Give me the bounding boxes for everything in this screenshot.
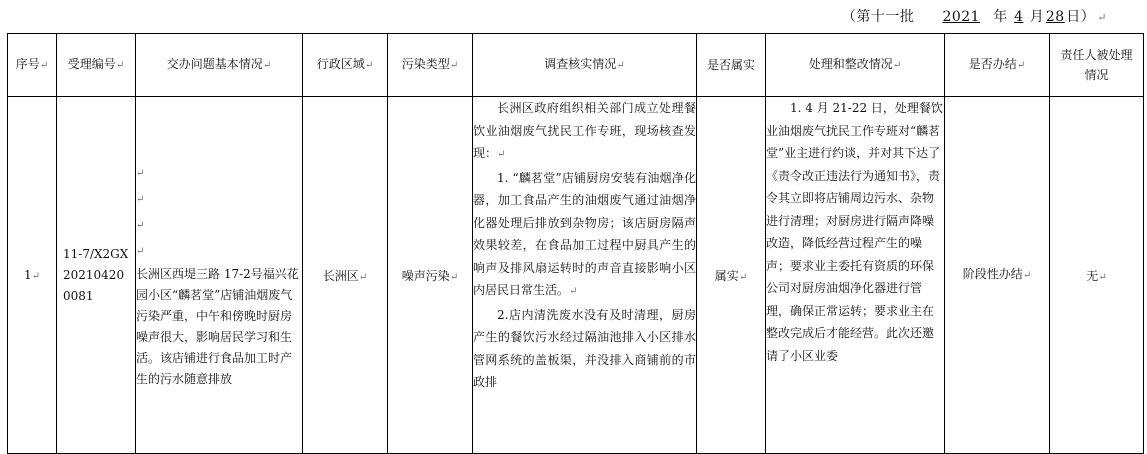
header-row: [8, 34, 1144, 97]
issue-text: 长洲区西堤三路 17-2号福兴花园小区“麟茗堂”店铺油烟废气污染严重，中午和傍晚时厨房噪声很大，影响居民学习和生活。该店铺进行食品加工时产生的污水随意排放: [136, 267, 299, 386]
batch-day-unit: 日）: [1066, 9, 1096, 25]
batch-month: 4: [1014, 9, 1024, 25]
cell-handling: [766, 97, 945, 454]
case-table: [7, 33, 1144, 454]
handling-text: 1. 4 月 21-22 日，处理餐饮业油烟废气扰民工作专班对“麟茗堂”业主进行约谈，并对其下达了《责令改正违法行为通知书》，责令其立即将店铺周边污水、杂物进行清理；对厨房进行隔声降噪改造，降低经营过程产生的噪声；要求业主委托有资质的环保公司对厨房油烟净化器进行管理，确保正常运转；要求业主在整改完成后才能经营。此次还邀请了小区业委: [766, 101, 943, 363]
batch-open: （第十一批: [841, 9, 915, 25]
cell-issue: ↵ ↵ ↵ ↵ 长洲区西堤三路 17-2号福兴花园小区“麟茗堂”店铺油烟废气污染严重，中午和傍晚时厨房噪声很大，影响居民学习和生活。该店铺进行食品加工时产生的污水随意排放: [136, 97, 303, 454]
header-closed: 是否办结↵: [945, 34, 1050, 97]
investigation-intro: 长洲区政府组织相关部门成立处理餐饮业油烟废气扰民工作专班，现场核查发现：: [473, 101, 696, 160]
header-handling: 处理和整改情况↵: [766, 34, 945, 97]
cell-investigation: 长洲区政府组织相关部门成立处理餐饮业油烟废气扰民工作专班，现场核查发现：↵ 1. “麟茗堂”店铺厨房安装有油烟净化器，加工食品产生的油烟废气通过油烟净化器处理后排放到杂物房；该店厨房隔声效果较差，在食品加工过程中厨具产生的响声及排风扇运转时的声音直接影响小区内居民日常生活。↵ 2.店内清洗废水没有及时清理，厨房产生的餐饮污水经过隔油池排入小区排水管网系统的盖板渠，并没排入商铺前的市政排: [473, 97, 697, 454]
investigation-point-1: 1. “麟茗堂”店铺厨房安装有油烟净化器，加工食品产生的油烟废气通过油烟净化器处理后排放到杂物房；该店厨房隔声效果较差，在食品加工过程中厨具产生的响声及排风扇运转时的声音直接影响小区内居民日常生活。: [473, 170, 696, 297]
header-accept-no: 受理编号↵: [57, 34, 136, 97]
investigation-point-2: 2.店内清洗废水没有及时清理，厨房产生的餐饮污水经过隔油池排入小区排水管网系统的盖板渠，并没排入商铺前的市政排: [473, 307, 696, 389]
paragraph-mark: ↵: [1097, 11, 1107, 24]
header-issue: 交办问题基本情况↵: [136, 34, 303, 97]
header-district: 行政区域↵: [303, 34, 388, 97]
batch-year-unit: 年: [993, 9, 1008, 25]
table-row: [8, 97, 1144, 454]
header-accountability: 责任人被处理情况: [1050, 34, 1144, 97]
batch-year: 2021: [942, 9, 981, 25]
cell-closed: 阶段性办结↵: [945, 97, 1050, 454]
batch-month-unit: 月: [1029, 9, 1045, 25]
header-investigation: 调查核实情况↵: [473, 34, 697, 97]
header-pollution-type: 污染类型↵: [388, 34, 473, 97]
cell-accountability: 无↵: [1050, 97, 1144, 454]
header-verified: 是否属实: [697, 34, 766, 97]
batch-line: [842, 6, 1107, 26]
cell-verified: 属实↵: [697, 97, 766, 454]
cell-pollution-type: 噪声污染↵: [388, 97, 473, 454]
cell-accept-no: 11-7/X2GX202104200081: [57, 97, 136, 454]
batch-day: 28: [1045, 9, 1065, 25]
header-seq: 序号↵: [8, 34, 57, 97]
cell-seq: 1↵: [8, 97, 57, 454]
cell-district: 长洲区↵: [303, 97, 388, 454]
